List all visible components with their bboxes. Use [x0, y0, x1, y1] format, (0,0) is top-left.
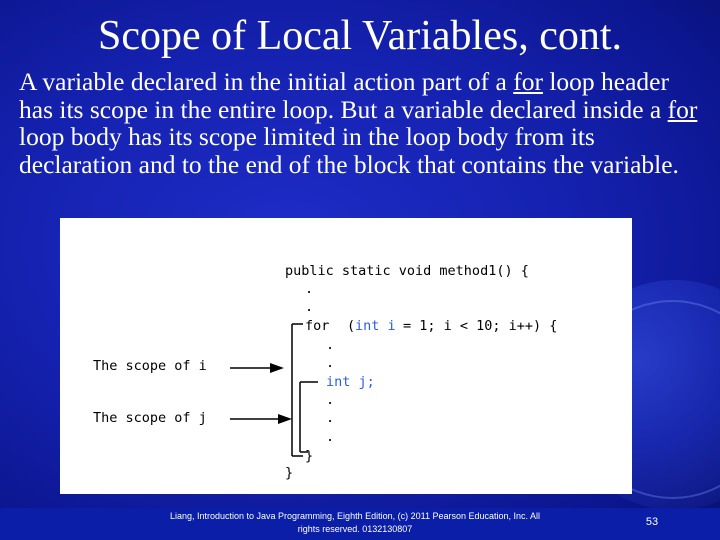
- label-scope-of-i: The scope of i: [93, 358, 207, 374]
- arrow-scope-i: [230, 363, 284, 373]
- label-scope-of-j: The scope of j: [93, 410, 207, 426]
- arrow-scope-j: [230, 414, 292, 424]
- body-part-5: loop body has its scope limited in the loop body from its declaration and to the end of the block that contains the variable.: [19, 122, 679, 179]
- code-for-keyword: for: [305, 318, 330, 334]
- scope-diagram-svg: [60, 218, 632, 494]
- code-dot-7: .: [326, 429, 335, 445]
- page-number: 53: [645, 516, 659, 528]
- slide-title: Scope of Local Variables, cont.: [97, 13, 623, 59]
- code-line-method-header: public static void method1() {: [285, 263, 529, 279]
- body-for-keyword-1: for: [513, 67, 543, 96]
- code-dot-3: .: [326, 337, 335, 353]
- code-dot-4: .: [326, 355, 335, 371]
- code-dot-5: .: [326, 392, 335, 408]
- footer-citation: [140, 510, 570, 536]
- code-int-i: int i: [355, 318, 396, 334]
- body-part-3: loop header has its scope in the entire loop. But a variable declared inside a: [19, 67, 669, 124]
- body-for-keyword-2: for: [667, 94, 698, 124]
- code-close-outer: }: [285, 465, 294, 481]
- code-for-paren: (: [347, 318, 356, 334]
- code-dot-6: .: [326, 410, 335, 426]
- code-int-j: int j;: [326, 374, 375, 390]
- code-close-inner: }: [305, 448, 314, 464]
- scope-i-bracket: [292, 324, 303, 456]
- code-dot-2: .: [305, 299, 314, 315]
- footer-line-2: rights reserved. 0132130807: [297, 524, 413, 534]
- code-dot-1: .: [305, 281, 314, 297]
- scope-j-bracket: [300, 382, 318, 452]
- code-for-rest: = 1; i < 10; i++) {: [403, 318, 558, 334]
- body-part-1: A variable declared in the initial action part of a: [19, 67, 514, 96]
- footer-line-1: Liang, Introduction to Java Programming, Eighth Edition, (c) 2011 Pearson Education, Inc. All: [169, 511, 541, 521]
- scope-diagram: [60, 218, 632, 494]
- slide-body-text: [19, 68, 699, 178]
